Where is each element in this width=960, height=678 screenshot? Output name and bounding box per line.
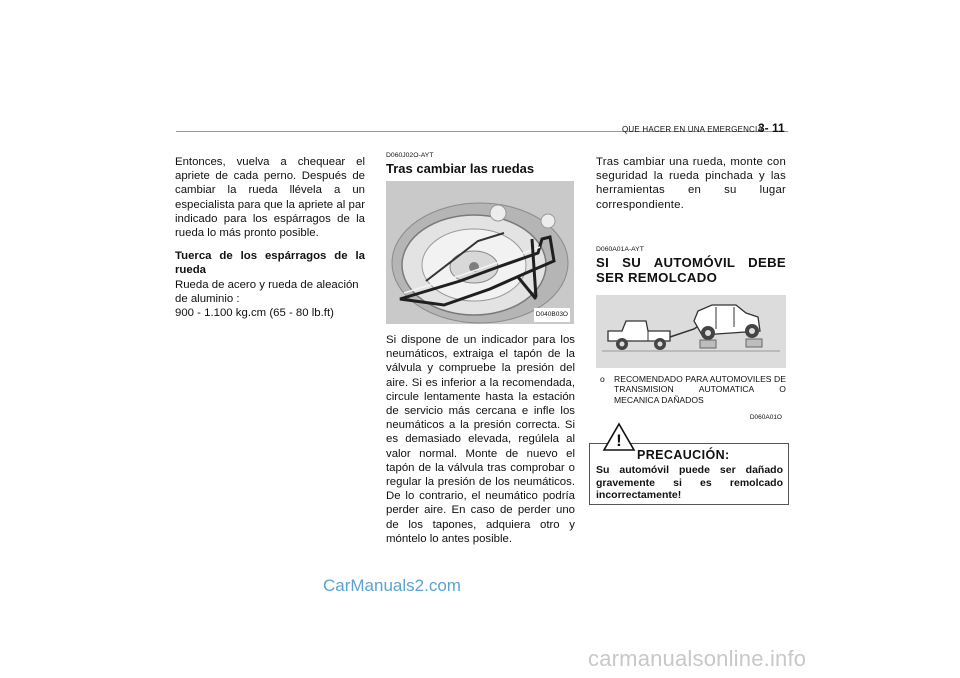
tire-pressure-paragraph: Si dispone de un indicador para los neumáticos, extraiga el tapón de la válvula y compruebe la presión del aire. Si es inferior a la recomendada, circule lentamente hasta la estación de servicio más cercana e infle los neumáticos a la presión correcta. Si es demasiado elevada, regúlela al valor normal. Monte de nuevo el tapón de la válvula tras comprobar o regular la presión de los neumáticos. De lo contrario, el neumático podría perder aire. En caso de perder uno de los tapones, adquiera otro y móntelo lo antes posible. [386, 334, 575, 545]
warning-symbol: ! [616, 431, 622, 450]
column-2 [386, 152, 575, 546]
watermark-carmanualsonline[interactable]: carmanualsonline.info [588, 646, 807, 671]
towing-section-code: D060A01A-AYT [596, 245, 644, 253]
towing-heading: SI SU AUTOMÓVIL DEBE SER REMOLCADO [596, 254, 786, 286]
column-3 [596, 155, 786, 426]
wheel-types-text: Rueda de acero y rueda de aleación de aluminio : [175, 278, 359, 305]
image-code: D040B03O [534, 308, 570, 322]
recommendation-text: RECOMENDADO PARA AUTOMOVILES DE TRANSMISION AUTOMATICA O MECANICA DAÑADOS [614, 373, 786, 405]
after-change-paragraph: Tras cambiar una rueda, monte con seguridad la rueda pinchada y las herramientas en su lugar correspondiente. [596, 156, 786, 211]
towing-illustration [596, 295, 786, 368]
watermark-carmanuals2[interactable]: CarManuals2.com [323, 576, 461, 595]
page-number: 3- 11 [758, 121, 785, 135]
towing-recommendation [596, 374, 786, 406]
bullet-marker: o [600, 373, 605, 384]
warning-triangle-icon [602, 422, 636, 452]
spare-tire-illustration [386, 181, 574, 324]
towing-image-code: D060A01O [749, 414, 782, 422]
header-section-title: QUE HACER EN UNA EMERGENCIA [622, 125, 763, 134]
recheck-paragraph: Entonces, vuelva a chequear el apriete de cada perno. Después de cambiar la rueda llévela a un especialista para que la apriete al par indicado para los espárragos de la rueda lo más pronto posible. [175, 156, 365, 240]
column-1 [175, 155, 365, 320]
section-code: D060J02O-AYT [386, 152, 434, 159]
section-heading: Tras cambiar las ruedas [386, 161, 535, 176]
torque-heading: Tuerca de los espárragos de la rueda [175, 250, 365, 277]
tow-truck-icon [596, 295, 786, 368]
caution-box [589, 431, 789, 505]
torque-value: 900 - 1.100 kg.cm (65 - 80 lb.ft) [175, 307, 334, 320]
caution-title: PRECAUCIÓN: [637, 448, 730, 462]
caution-text: Su automóvil puede ser dañado gravemente si es remolcado incorrectamente! [596, 464, 783, 501]
spare-tire-photo [386, 181, 574, 324]
